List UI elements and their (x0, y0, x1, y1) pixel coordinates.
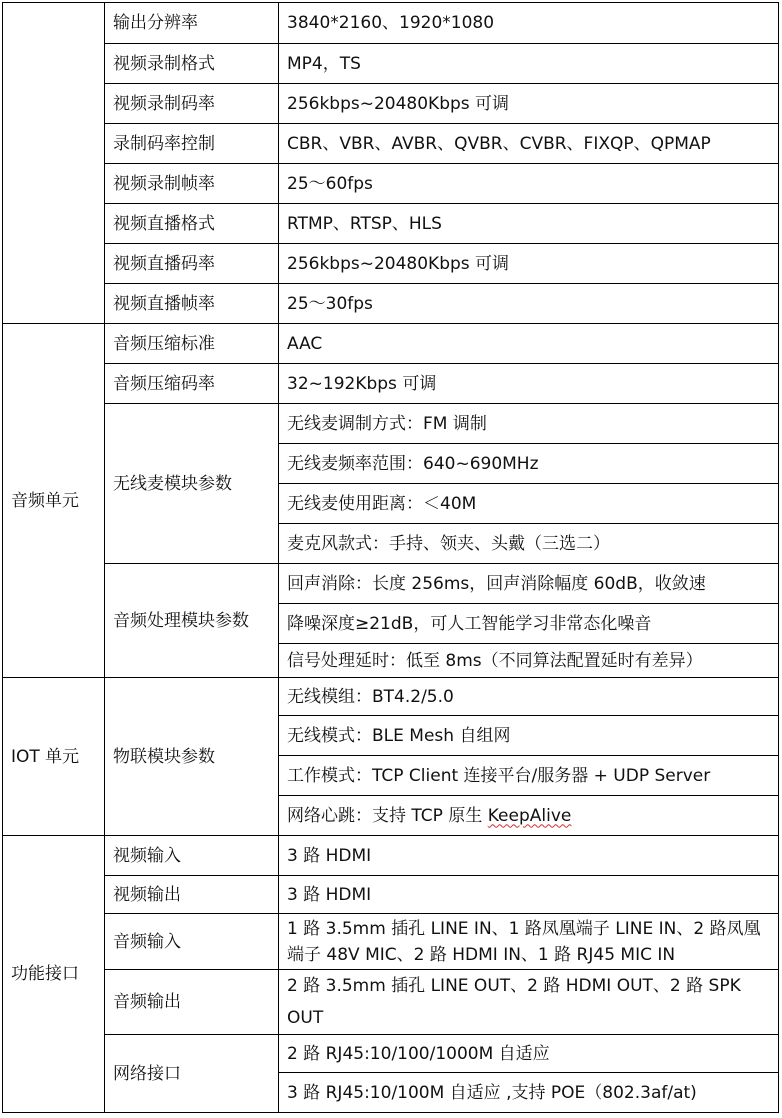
param-label: 视频输入 (105, 836, 279, 876)
table-row (3, 564, 779, 604)
param-value: 32~192Kbps 可调 (279, 364, 779, 404)
param-label: 视频直播码率 (105, 244, 279, 284)
param-value: 无线模式：BLE Mesh 自组网 (279, 716, 779, 756)
param-label: 视频录制码率 (105, 84, 279, 124)
param-value: CBR、VBR、AVBR、QVBR、CVBR、FIXQP、QPMAP (279, 124, 779, 164)
keepalive-text: KeepAlive (487, 805, 572, 826)
param-label: 视频直播帧率 (105, 284, 279, 324)
param-value: 256kbps~20480Kbps 可调 (279, 244, 779, 284)
table-row (3, 44, 779, 84)
param-label: 音频压缩标准 (105, 324, 279, 364)
param-value: 无线模组：BT4.2/5.0 (279, 678, 779, 716)
param-value: 3 路 HDMI (279, 876, 779, 914)
table-row (3, 3, 779, 44)
table-row (3, 404, 779, 444)
table-row (3, 970, 779, 1035)
param-label: 音频输入 (105, 914, 279, 970)
param-value: 工作模式：TCP Client 连接平台/服务器 + UDP Server (279, 756, 779, 796)
spec-table (2, 2, 779, 1113)
param-value: RTMP、RTSP、HLS (279, 204, 779, 244)
param-value: MP4，TS (279, 44, 779, 84)
table-row (3, 836, 779, 876)
param-label: 视频录制格式 (105, 44, 279, 84)
param-label: 视频录制帧率 (105, 164, 279, 204)
param-value: 3 路 HDMI (279, 836, 779, 876)
param-value: 25～60fps (279, 164, 779, 204)
param-value: 1 路 3.5mm 插孔 LINE IN、1 路凤凰端子 LINE IN、2 路凤凰端子 48V MIC、2 路 HDMI IN、1 路 RJ45 MIC IN (279, 914, 779, 970)
param-label: 视频直播格式 (105, 204, 279, 244)
table-row (3, 124, 779, 164)
param-value: 麦克风款式：手持、领夹、头戴（三选二） (279, 524, 779, 564)
param-value (279, 796, 779, 836)
section-interface-cell: 功能接口 (3, 836, 105, 1113)
table-row (3, 284, 779, 324)
heartbeat-text: 网络心跳：支持 TCP 原生 (287, 805, 488, 826)
param-value: 信号处理延时：低至 8ms（不同算法配置延时有差异） (279, 644, 779, 678)
param-value: 25～30fps (279, 284, 779, 324)
param-value: AAC (279, 324, 779, 364)
table-row (3, 84, 779, 124)
table-row (3, 1035, 779, 1073)
section-audio-cell: 音频单元 (3, 324, 105, 678)
section-video-cell (3, 3, 105, 324)
table-row (3, 244, 779, 284)
param-value: 3 路 RJ45:10/100M 自适应 ,支持 POE（802.3af/at) (279, 1073, 779, 1113)
table-row (3, 876, 779, 914)
param-label: 音频压缩码率 (105, 364, 279, 404)
param-value: 降噪深度≥21dB，可人工智能学习非常态化噪音 (279, 604, 779, 644)
table-row (3, 914, 779, 970)
param-label: 输出分辨率 (105, 3, 279, 44)
param-value: 无线麦频率范围：640~690MHz (279, 444, 779, 484)
param-label: 音频处理模块参数 (105, 564, 279, 678)
param-label: 录制码率控制 (105, 124, 279, 164)
param-label: 音频输出 (105, 970, 279, 1035)
table-row (3, 324, 779, 364)
table-row (3, 364, 779, 404)
param-label: 网络接口 (105, 1035, 279, 1113)
param-value: 2 路 RJ45:10/100/1000M 自适应 (279, 1035, 779, 1073)
param-value: 3840*2160、1920*1080 (279, 3, 779, 44)
section-iot-cell: IOT 单元 (3, 678, 105, 836)
table-row (3, 204, 779, 244)
table-row (3, 164, 779, 204)
param-value: 无线麦使用距离：＜40M (279, 484, 779, 524)
param-value: 无线麦调制方式：FM 调制 (279, 404, 779, 444)
param-label: 视频输出 (105, 876, 279, 914)
param-value: 256kbps~20480Kbps 可调 (279, 84, 779, 124)
param-label: 无线麦模块参数 (105, 404, 279, 564)
table-row (3, 678, 779, 716)
param-value: 2 路 3.5mm 插孔 LINE OUT、2 路 HDMI OUT、2 路 SPK OUT (279, 970, 779, 1035)
param-label: 物联模块参数 (105, 678, 279, 836)
param-value: 回声消除：长度 256ms，回声消除幅度 60dB，收敛速 (279, 564, 779, 604)
